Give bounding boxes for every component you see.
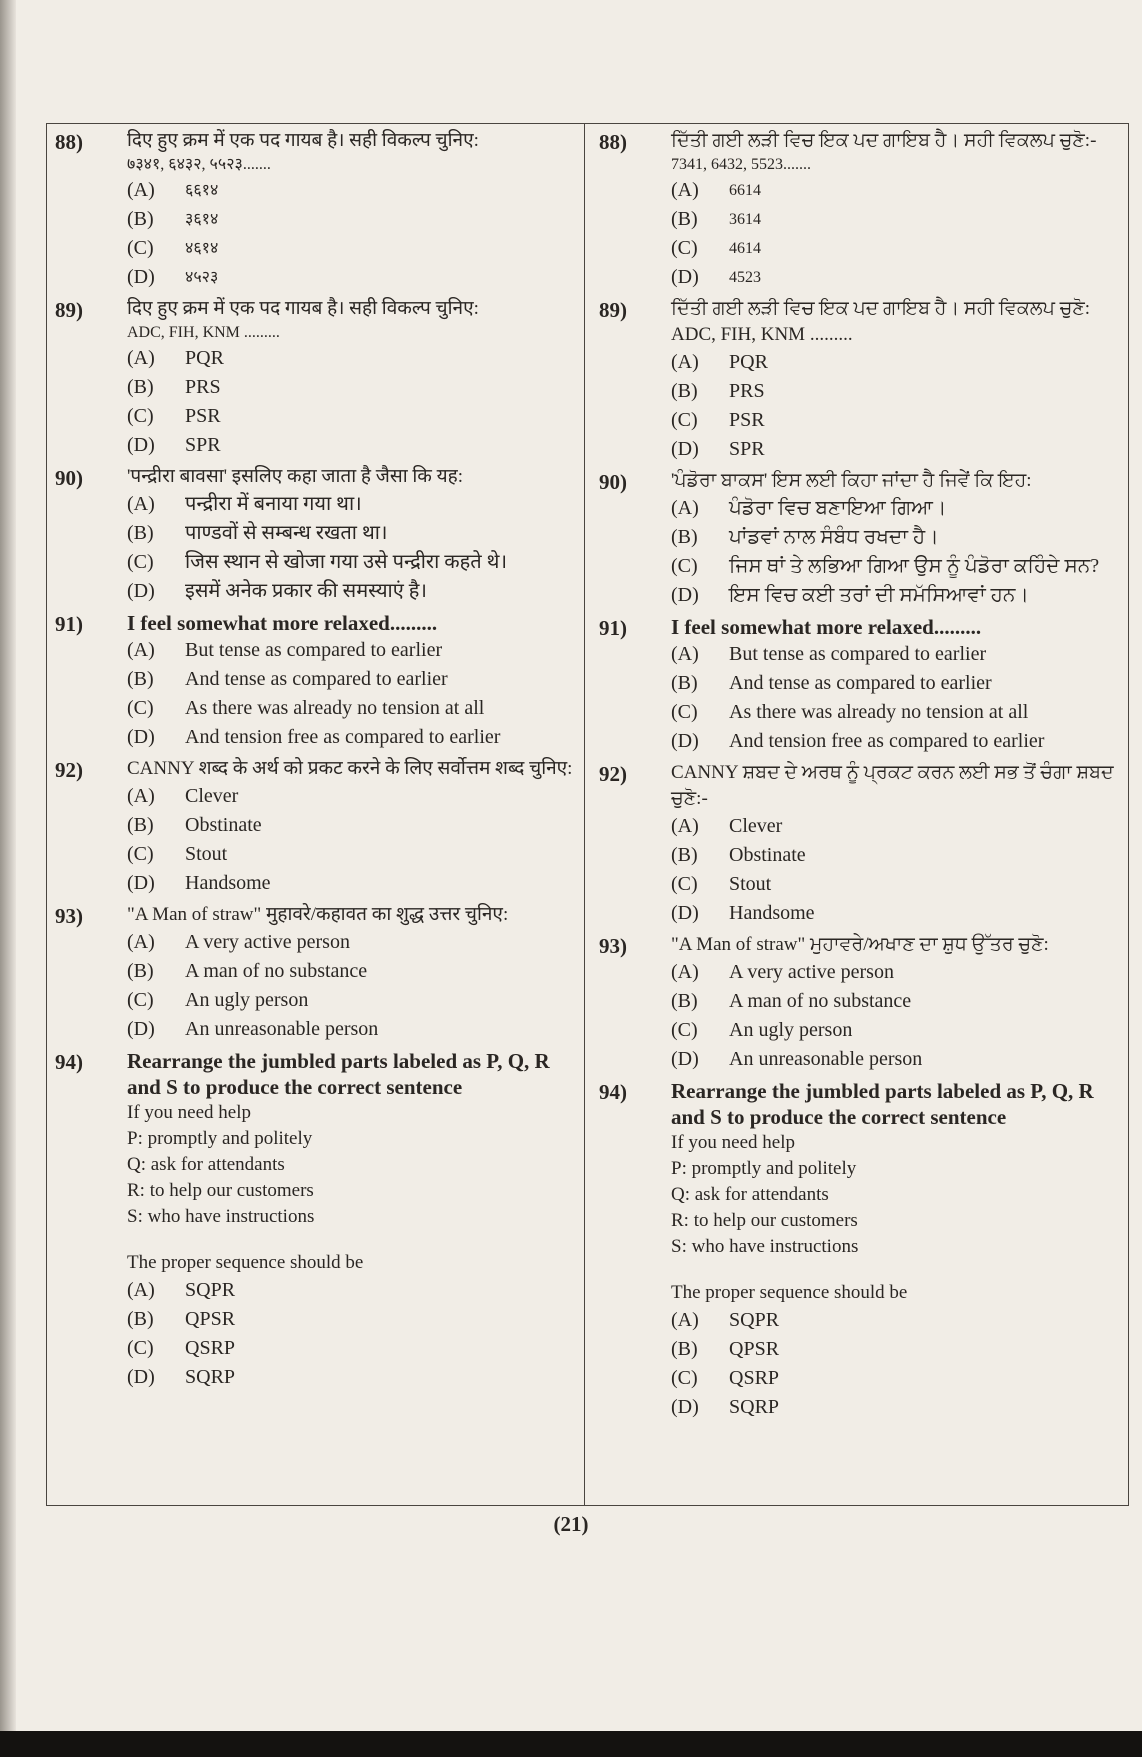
option-d	[671, 1393, 1122, 1422]
option-c	[127, 694, 574, 723]
option-text: SQPR	[729, 1309, 780, 1331]
option-text: Stout	[185, 843, 228, 865]
option-b	[127, 205, 574, 234]
option-b	[671, 841, 1122, 870]
question-91	[55, 610, 574, 752]
option-b	[127, 1305, 574, 1334]
option-text: PRS	[185, 376, 221, 398]
question-number: 91)	[55, 612, 83, 636]
option-text: And tense as compared to earlier	[729, 672, 992, 694]
option-text: And tension free as compared to earlier	[185, 726, 501, 748]
option-label: (D)	[127, 434, 155, 456]
option-label: (B)	[671, 380, 698, 402]
option-label: (D)	[127, 726, 155, 748]
option-c	[127, 840, 574, 869]
question-stem: "A Man of straw" ਮੁਹਾਵਰੇ/ਅਖਾਣ ਦਾ ਸ਼ੁਧ ਉੱਤਰ ਚੁਣੋ:	[671, 934, 1049, 955]
option-text: SPR	[185, 434, 221, 456]
jumbled-part: If you need help	[127, 1102, 251, 1123]
question-body	[671, 760, 1122, 928]
option-text: QSRP	[729, 1367, 780, 1389]
question-body	[127, 902, 574, 1044]
question-number: 94)	[55, 1050, 83, 1074]
option-label: (C)	[671, 873, 698, 895]
question-stem: Rearrange the jumbled parts labeled as P, Q, R and S to produce the correct sentence	[671, 1079, 1094, 1129]
option-label: (C)	[671, 701, 698, 723]
question-stem: CANNY ਸ਼ਬਦ ਦੇ ਅਰਥ ਨੂੰ ਪ੍ਰਕਟ ਕਰਨ ਲਈ ਸਭ ਤੋਂ ਚੰਗਾ ਸ਼ਬਦ ਚੁਣੋ:-	[671, 762, 1114, 809]
question-94	[55, 1048, 574, 1392]
option-text: ਜਿਸ ਥਾਂ ਤੇ ਲਭਿਆ ਗਿਆ ਉਸ ਨੂੰ ਪੰਡੋਰਾ ਕਹਿੰਦੇ ਸਨ?	[729, 555, 1100, 577]
option-label: (B)	[127, 668, 154, 690]
option-label: (D)	[127, 872, 155, 894]
question-stem: I feel somewhat more relaxed.........	[127, 611, 438, 635]
option-b	[671, 523, 1122, 552]
option-text: As there was already no tension at all	[729, 701, 1029, 723]
option-text: पन्द्रीरा में बनाया गया था।	[185, 493, 362, 515]
option-a	[127, 176, 574, 205]
question-stem: 'पन्द्रीरा बावसा' इसलिए कहा जाता है जैसा कि यह:	[127, 466, 464, 487]
option-b	[127, 519, 574, 548]
option-d	[671, 899, 1122, 928]
option-text: 4523	[729, 269, 761, 286]
option-d	[127, 263, 574, 292]
page-number: (21)	[553, 1512, 589, 1536]
question-body	[671, 932, 1122, 1074]
option-d	[127, 869, 574, 898]
question-body	[671, 614, 1122, 756]
option-label: (A)	[127, 179, 155, 201]
option-c	[127, 548, 574, 577]
question-88	[599, 128, 1122, 292]
option-a	[127, 782, 574, 811]
spacer	[671, 1260, 1122, 1280]
option-a	[127, 344, 574, 373]
option-label: (B)	[671, 208, 698, 230]
option-label: (A)	[127, 931, 155, 953]
option-label: (A)	[671, 643, 699, 665]
option-text: ਪੰਡੋਰਾ ਵਿਚ ਬਣਾਇਆ ਗਿਆ।	[729, 497, 947, 519]
option-label: (C)	[671, 409, 698, 431]
option-text: An ugly person	[185, 989, 309, 1011]
question-90	[599, 468, 1122, 610]
option-label: (A)	[671, 351, 699, 373]
question-stem: दिए हुए क्रम में एक पद गायब है। सही विकल्प चुनिए:	[127, 130, 479, 151]
option-label: (D)	[127, 1018, 155, 1040]
punjabi-column	[585, 124, 1128, 1505]
option-text: As there was already no tension at all	[185, 697, 485, 719]
question-sheet	[46, 123, 1129, 1506]
option-b	[127, 373, 574, 402]
question-body	[671, 128, 1122, 292]
option-text: A man of no substance	[185, 960, 368, 982]
option-c	[671, 1016, 1122, 1045]
sequence-prompt: The proper sequence should be	[671, 1282, 908, 1303]
option-text: An unreasonable person	[185, 1018, 379, 1040]
question-body	[671, 1078, 1122, 1422]
option-text: PQR	[729, 351, 768, 373]
question-sequence: ADC, FIH, KNM .........	[127, 324, 280, 341]
question-body	[127, 1048, 574, 1392]
option-label: (B)	[127, 376, 154, 398]
option-label: (A)	[127, 347, 155, 369]
option-text: But tense as compared to earlier	[729, 643, 987, 665]
option-text: A man of no substance	[729, 990, 912, 1012]
option-text: A very active person	[185, 931, 350, 953]
option-d	[671, 1045, 1122, 1074]
jumbled-part: S: who have instructions	[671, 1236, 859, 1257]
option-text: ४६१४	[185, 240, 219, 257]
page-edge-shadow	[0, 0, 16, 1757]
option-label: (B)	[127, 1308, 154, 1330]
option-label: (A)	[127, 493, 155, 515]
jumbled-part: Q: ask for attendants	[127, 1154, 285, 1175]
option-text: A very active person	[729, 961, 894, 983]
option-text: ਇਸ ਵਿਚ ਕਈ ਤਰਾਂ ਦੀ ਸਮੱਸਿਆਵਾਂ ਹਨ।	[729, 584, 1029, 606]
option-label: (C)	[127, 989, 154, 1011]
sequence-prompt: The proper sequence should be	[127, 1252, 364, 1273]
option-b	[127, 665, 574, 694]
option-text: SQRP	[729, 1396, 780, 1418]
option-c	[127, 1334, 574, 1363]
option-a	[671, 958, 1122, 987]
option-a	[127, 636, 574, 665]
question-body	[127, 464, 574, 606]
question-number: 90)	[55, 466, 83, 490]
option-label: (B)	[127, 208, 154, 230]
option-d	[127, 1363, 574, 1392]
jumbled-part: S: who have instructions	[127, 1206, 315, 1227]
option-b	[671, 1335, 1122, 1364]
option-label: (A)	[127, 785, 155, 807]
option-text: PSR	[185, 405, 221, 427]
option-a	[671, 640, 1122, 669]
option-label: (B)	[127, 522, 154, 544]
option-text: ६६१४	[185, 182, 219, 199]
question-sequence: 7341, 6432, 5523.......	[671, 156, 811, 173]
option-d	[671, 727, 1122, 756]
option-c	[671, 1364, 1122, 1393]
option-c	[671, 870, 1122, 899]
question-number: 89)	[599, 298, 627, 322]
option-text: QSRP	[185, 1337, 236, 1359]
scan-bottom-edge	[0, 1731, 1142, 1757]
question-body	[127, 296, 574, 460]
option-text: And tense as compared to earlier	[185, 668, 448, 690]
question-stem: I feel somewhat more relaxed.........	[671, 615, 982, 639]
option-a	[127, 1276, 574, 1305]
option-label: (C)	[671, 1019, 698, 1041]
option-text: ३६१४	[185, 211, 219, 228]
option-b	[671, 987, 1122, 1016]
jumbled-part: R: to help our customers	[671, 1210, 858, 1231]
option-d	[671, 263, 1122, 292]
jumbled-part: R: to help our customers	[127, 1180, 314, 1201]
option-label: (D)	[671, 902, 699, 924]
option-text: SQRP	[185, 1366, 236, 1388]
option-label: (A)	[127, 1279, 155, 1301]
question-90	[55, 464, 574, 606]
option-text: SQPR	[185, 1279, 236, 1301]
option-text: SPR	[729, 438, 765, 460]
option-b	[127, 811, 574, 840]
jumbled-part: If you need help	[671, 1132, 795, 1153]
option-label: (C)	[671, 555, 698, 577]
option-text: And tension free as compared to earlier	[729, 730, 1045, 752]
question-number: 89)	[55, 298, 83, 322]
question-number: 91)	[599, 616, 627, 640]
option-a	[671, 1306, 1122, 1335]
option-d	[127, 723, 574, 752]
question-number: 90)	[599, 470, 627, 494]
option-c	[671, 406, 1122, 435]
option-text: QPSR	[729, 1338, 780, 1360]
spacer	[127, 1230, 574, 1250]
question-stem: ਦਿੱਤੀ ਗਈ ਲੜੀ ਵਿਚ ਇਕ ਪਦ ਗਾਇਬ ਹੈ। ਸਹੀ ਵਿਕਲਪ ਚੁਣੋ:-	[671, 130, 1097, 151]
question-sequence: ७३४१, ६४३२, ५५२३.......	[127, 156, 271, 173]
question-stem: "A Man of straw" मुहावरे/कहावत का शुद्ध उत्तर चुनिए:	[127, 904, 509, 925]
option-label: (D)	[671, 266, 699, 288]
question-body	[671, 468, 1122, 610]
question-number: 92)	[55, 758, 83, 782]
option-label: (A)	[671, 179, 699, 201]
option-label: (D)	[671, 1048, 699, 1070]
question-92	[599, 760, 1122, 928]
option-label: (D)	[671, 584, 699, 606]
question-stem: CANNY शब्द के अर्थ को प्रकट करने के लिए सर्वोत्तम शब्द चुनिए:	[127, 758, 573, 779]
jumbled-part: P: promptly and politely	[671, 1158, 857, 1179]
option-d	[671, 581, 1122, 610]
option-text: जिस स्थान से खोजा गया उसे पन्द्रीरा कहते थे।	[185, 551, 508, 573]
option-text: But tense as compared to earlier	[185, 639, 443, 661]
question-stem: Rearrange the jumbled parts labeled as P, Q, R and S to produce the correct sentence	[127, 1049, 550, 1099]
option-label: (A)	[671, 961, 699, 983]
option-d	[127, 577, 574, 606]
question-number: 88)	[55, 130, 83, 154]
jumbled-part: Q: ask for attendants	[671, 1184, 829, 1205]
question-number: 92)	[599, 762, 627, 786]
option-label: (B)	[671, 672, 698, 694]
option-text: Obstinate	[729, 844, 806, 866]
option-text: इसमें अनेक प्रकार की समस्याएं है।	[185, 580, 427, 602]
option-label: (C)	[671, 237, 698, 259]
jumbled-part: P: promptly and politely	[127, 1128, 313, 1149]
question-88	[55, 128, 574, 292]
option-label: (A)	[127, 639, 155, 661]
question-94	[599, 1078, 1122, 1422]
option-c	[671, 552, 1122, 581]
question-stem: ਦਿੱਤੀ ਗਈ ਲੜੀ ਵਿਚ ਇਕ ਪਦ ਗਾਇਬ ਹੈ। ਸਹੀ ਵਿਕਲਪ ਚੁਣੋ: ADC, FIH, KNM .........	[671, 298, 1091, 345]
question-92	[55, 756, 574, 898]
option-text: 3614	[729, 211, 761, 228]
option-label: (B)	[671, 844, 698, 866]
option-text: Clever	[729, 815, 783, 837]
option-label: (B)	[127, 960, 154, 982]
option-d	[671, 435, 1122, 464]
option-label: (D)	[127, 580, 155, 602]
option-text: 6614	[729, 182, 761, 199]
option-label: (D)	[671, 730, 699, 752]
option-label: (C)	[127, 843, 154, 865]
option-a	[671, 494, 1122, 523]
option-label: (B)	[671, 990, 698, 1012]
option-text: 4614	[729, 240, 761, 257]
option-text: PRS	[729, 380, 765, 402]
option-text: पाण्डवों से सम्बन्ध रखता था।	[185, 522, 388, 544]
option-text: ४५२३	[185, 269, 219, 286]
question-91	[599, 614, 1122, 756]
option-label: (B)	[671, 1338, 698, 1360]
option-label: (D)	[671, 1396, 699, 1418]
option-label: (D)	[671, 438, 699, 460]
option-c	[127, 986, 574, 1015]
option-label: (C)	[127, 551, 154, 573]
option-a	[671, 348, 1122, 377]
option-label: (A)	[671, 815, 699, 837]
question-body	[127, 128, 574, 292]
option-a	[127, 928, 574, 957]
question-93	[599, 932, 1122, 1074]
option-text: ਪਾਂਡਵਾਂ ਨਾਲ ਸੰਬੰਧ ਰਖਦਾ ਹੈ।	[729, 526, 939, 548]
option-label: (B)	[671, 526, 698, 548]
question-body	[127, 756, 574, 898]
option-c	[671, 698, 1122, 727]
option-label: (A)	[671, 497, 699, 519]
question-body	[671, 296, 1122, 464]
option-d	[127, 431, 574, 460]
question-stem: दिए हुए क्रम में एक पद गायब है। सही विकल्प चुनिए:	[127, 298, 479, 319]
option-d	[127, 1015, 574, 1044]
option-text: PQR	[185, 347, 224, 369]
option-text: An ugly person	[729, 1019, 853, 1041]
option-label: (C)	[127, 1337, 154, 1359]
question-number: 88)	[599, 130, 627, 154]
option-label: (B)	[127, 814, 154, 836]
question-number: 93)	[599, 934, 627, 958]
option-label: (C)	[671, 1367, 698, 1389]
question-93	[55, 902, 574, 1044]
option-text: Handsome	[729, 902, 815, 924]
option-label: (C)	[127, 237, 154, 259]
option-text: Obstinate	[185, 814, 262, 836]
option-label: (C)	[127, 405, 154, 427]
question-89	[55, 296, 574, 460]
option-text: Stout	[729, 873, 772, 895]
option-label: (C)	[127, 697, 154, 719]
question-89	[599, 296, 1122, 464]
option-text: PSR	[729, 409, 765, 431]
hindi-column	[47, 124, 585, 1505]
option-label: (A)	[671, 1309, 699, 1331]
option-c	[127, 234, 574, 263]
option-b	[127, 957, 574, 986]
question-stem: 'ਪੰਡੋਰਾ ਬਾਕਸ' ਇਸ ਲਈ ਕਿਹਾ ਜਾਂਦਾ ਹੈ ਜਿਵੇਂ ਕਿ ਇਹ:	[671, 470, 1032, 491]
option-c	[127, 402, 574, 431]
option-a	[671, 812, 1122, 841]
option-b	[671, 669, 1122, 698]
question-number: 94)	[599, 1080, 627, 1104]
question-body	[127, 610, 574, 752]
option-text: An unreasonable person	[729, 1048, 923, 1070]
option-label: (D)	[127, 266, 155, 288]
option-b	[671, 205, 1122, 234]
option-text: Handsome	[185, 872, 271, 894]
question-number: 93)	[55, 904, 83, 928]
option-label: (D)	[127, 1366, 155, 1388]
option-c	[671, 234, 1122, 263]
option-b	[671, 377, 1122, 406]
option-text: Clever	[185, 785, 239, 807]
option-a	[671, 176, 1122, 205]
option-a	[127, 490, 574, 519]
option-text: QPSR	[185, 1308, 236, 1330]
